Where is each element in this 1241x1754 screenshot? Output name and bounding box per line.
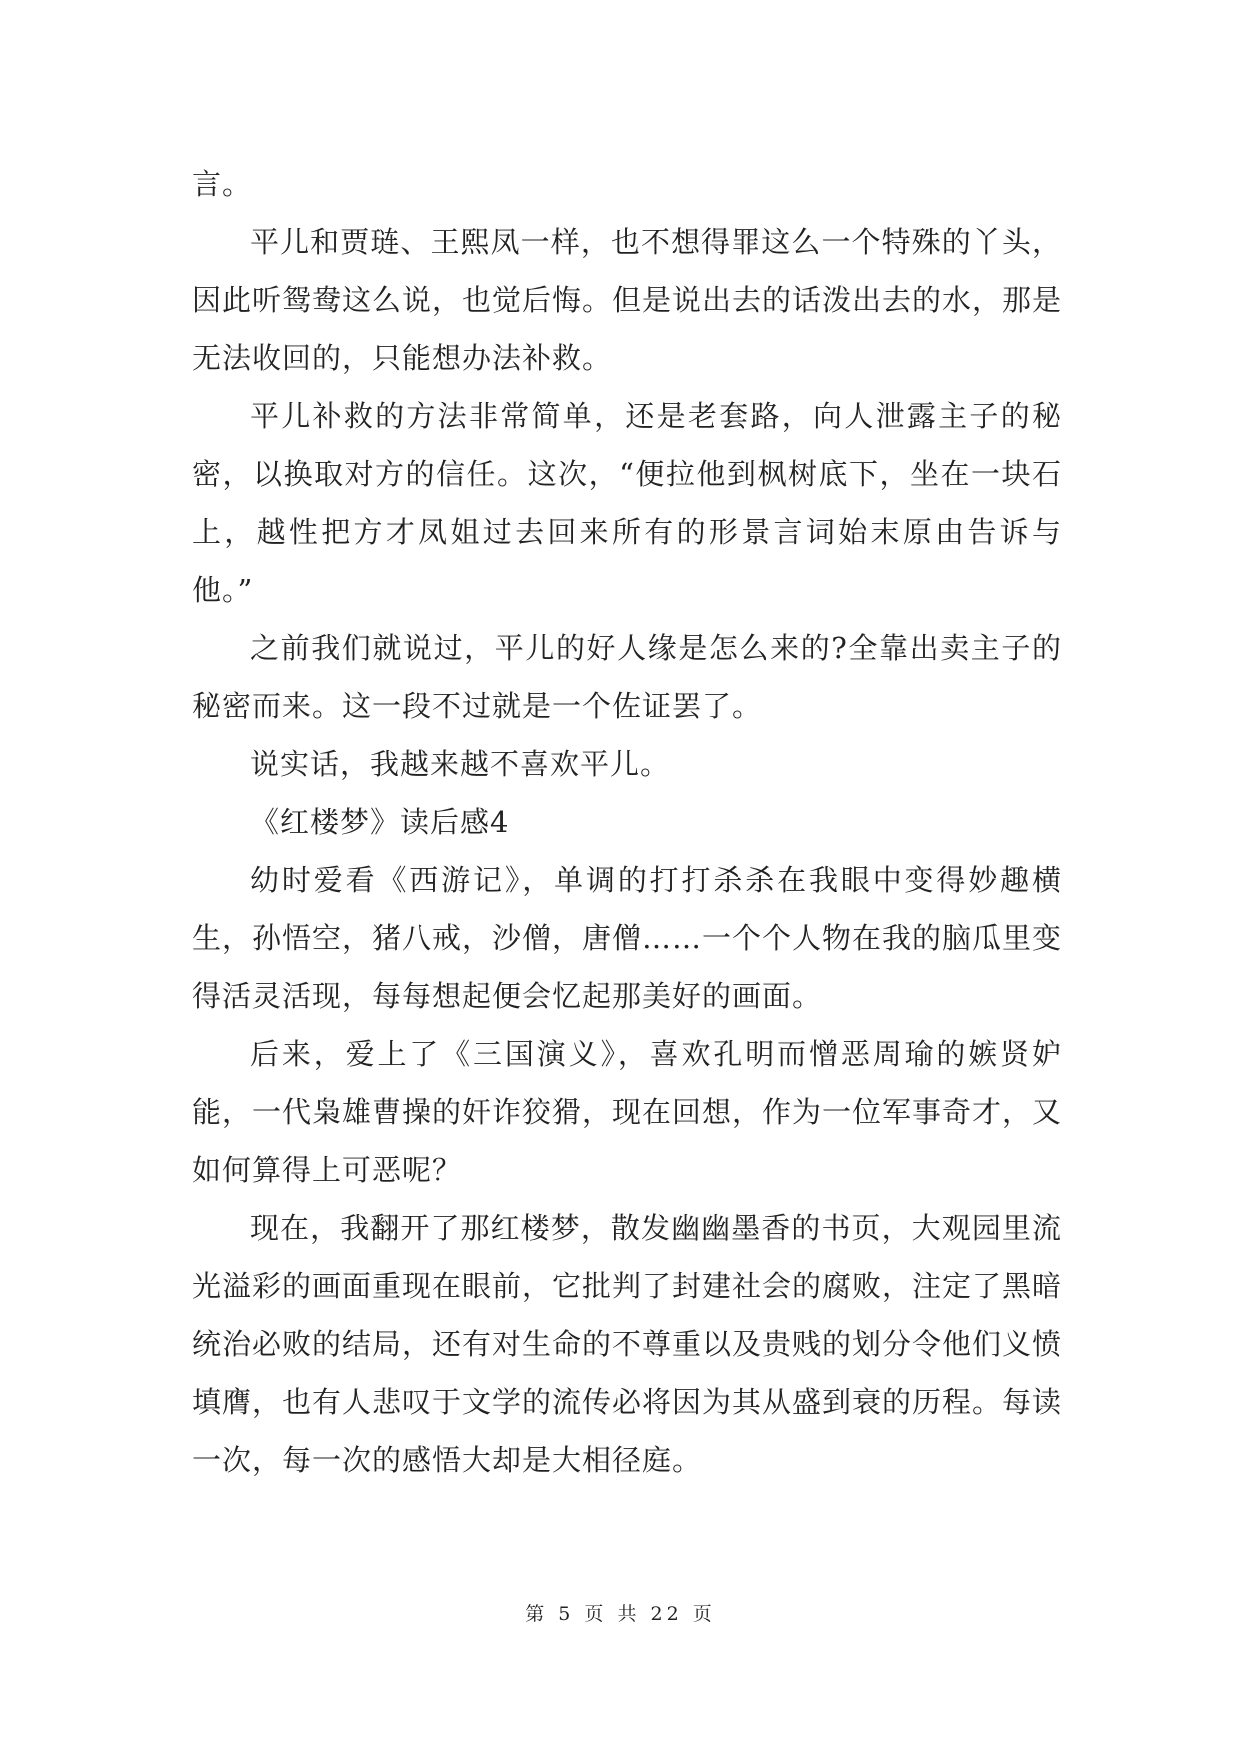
paragraph: 言。 <box>192 167 253 201</box>
paragraph: 平儿补救的方法非常简单，还是老套路，向人泄露主子的秘密，以换取对方的信任。这次，“便拉他到枫树底下，坐在一块石上，越性把方才凤姐过去回来所有的形景言词始末原由告诉与他。” <box>192 399 1062 607</box>
paragraph: 之前我们就说过，平儿的好人缘是怎么来的?全靠出卖主子的秘密而来。这一段不过就是一个佐证罢了。 <box>192 631 1062 723</box>
page-body <box>192 155 1062 1489</box>
page-footer: 第 5 页 共 22 页 <box>525 1603 716 1625</box>
paragraph: 平儿和贾琏、王熙凤一样，也不想得罪这么一个特殊的丫头，因此听鸳鸯这么说，也觉后悔。但是说出去的话泼出去的水，那是无法收回的，只能想办法补救。 <box>192 225 1063 375</box>
paragraph: 后来，爱上了《三国演义》，喜欢孔明而憎恶周瑜的嫉贤妒能，一代枭雄曹操的奸诈狡猾，现在回想，作为一位军事奇才，又如何算得上可恶呢？ <box>192 1037 1063 1187</box>
section-heading: 《红楼梦》读后感4 <box>250 805 510 839</box>
paragraph: 现在，我翻开了那红楼梦，散发幽幽墨香的书页，大观园里流光溢彩的画面重现在眼前，它批判了封建社会的腐败，注定了黑暗统治必败的结局，还有对生命的不尊重以及贵贱的划分令他们义愤填膺，也有人悲叹于文学的流传必将因为其从盛到衰的历程。每读一次，每一次的感悟大却是大相径庭。 <box>192 1211 1063 1477</box>
paragraph: 说实话，我越来越不喜欢平儿。 <box>250 747 671 781</box>
paragraph: 幼时爱看《西游记》，单调的打打杀杀在我眼中变得妙趣横生，孙悟空，猪八戒，沙僧，唐僧……一个个人物在我的脑瓜里变得活灵活现，每每想起便会忆起那美好的画面。 <box>192 863 1063 1013</box>
